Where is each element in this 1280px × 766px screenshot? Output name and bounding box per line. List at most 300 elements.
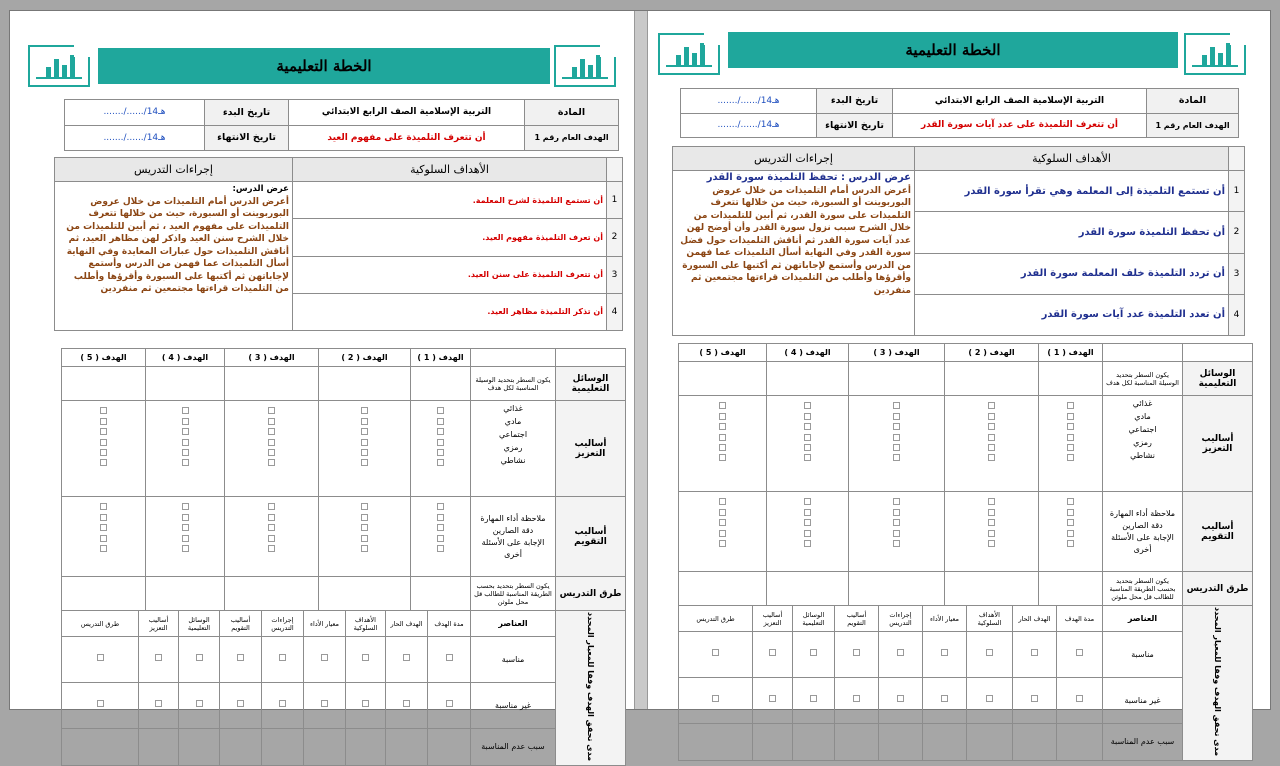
checkbox[interactable] (437, 545, 444, 552)
checkbox[interactable] (1067, 530, 1074, 537)
means-cell[interactable] (849, 362, 945, 396)
evaluation-column-header: الوسائل التعليمية (179, 611, 220, 637)
checkbox[interactable] (437, 535, 444, 542)
goal-label: الهدف العام رقم 1 (525, 125, 619, 151)
eval-cell (346, 682, 386, 728)
checkbox[interactable] (1067, 540, 1074, 547)
checkbox[interactable] (321, 654, 328, 661)
checkbox[interactable] (268, 545, 275, 552)
checkbox[interactable] (279, 700, 286, 707)
eval-cell[interactable] (879, 723, 923, 760)
option-label: ملاحظة أداء المهارة (480, 513, 546, 523)
evaluation-column-header: إجراءات التدريس (879, 606, 923, 632)
checkbox[interactable] (268, 459, 275, 466)
checkbox[interactable] (988, 413, 995, 420)
row-label-means: الوسائل التعليمية (556, 367, 626, 401)
checkbox[interactable] (182, 545, 189, 552)
checkbox[interactable] (361, 428, 368, 435)
checkbox[interactable] (893, 498, 900, 505)
checkbox-column (411, 497, 471, 577)
methods-cell[interactable] (225, 577, 319, 611)
checkbox[interactable] (437, 428, 444, 435)
objective-text: أن تحفظ التلميذة سورة القدر (915, 212, 1229, 253)
checkbox[interactable] (100, 524, 107, 531)
checkbox[interactable] (804, 444, 811, 451)
eval-cell (346, 637, 386, 683)
option-label: دقة الصارين (1122, 520, 1163, 530)
checkbox[interactable] (437, 449, 444, 456)
evaluation-column-header: أساليب التعزيز (753, 606, 793, 632)
eval-cell[interactable] (835, 723, 879, 760)
option-label: الإجابة على الأسئلة (481, 537, 545, 547)
checkbox[interactable] (403, 700, 410, 707)
checkbox[interactable] (437, 524, 444, 531)
checkbox[interactable] (1067, 454, 1074, 461)
checkbox[interactable] (100, 545, 107, 552)
checkbox[interactable] (437, 459, 444, 466)
checkbox[interactable] (893, 413, 900, 420)
checkbox[interactable] (361, 535, 368, 542)
checkbox[interactable] (988, 444, 995, 451)
eval-cell (428, 682, 471, 728)
checkbox[interactable] (182, 459, 189, 466)
option-label: رمزي (1133, 438, 1152, 447)
checkbox[interactable] (361, 545, 368, 552)
eval-cell[interactable] (62, 728, 139, 765)
checkbox[interactable] (804, 454, 811, 461)
procedures-header: إجراءات التدريس (55, 158, 293, 182)
checkbox[interactable] (893, 509, 900, 516)
checkbox[interactable] (719, 519, 726, 526)
means-cell[interactable] (1039, 362, 1103, 396)
methods-cell[interactable] (767, 572, 849, 606)
checkbox[interactable] (268, 524, 275, 531)
evaluation-row-label: غير مناسبة (1103, 677, 1183, 723)
checkbox[interactable] (712, 649, 719, 656)
eval-cell (923, 677, 967, 723)
eval-cell (386, 682, 428, 728)
evaluation-row-label: العناصر (1103, 606, 1183, 632)
objectives-header: الأهداف السلوكية (915, 147, 1229, 171)
checkbox[interactable] (437, 503, 444, 510)
checkbox[interactable] (719, 402, 726, 409)
checkbox[interactable] (719, 540, 726, 547)
checkbox-column (849, 492, 945, 572)
evaluation-column-header: الأهداف السلوكية (967, 606, 1013, 632)
means-cell[interactable] (945, 362, 1039, 396)
checkbox[interactable] (437, 514, 444, 521)
checkbox[interactable] (988, 402, 995, 409)
checkbox[interactable] (988, 519, 995, 526)
goal-column-header: الهدف ( 2 ) (945, 344, 1039, 362)
checkbox[interactable] (719, 434, 726, 441)
option-label: أخرى (504, 549, 522, 559)
blank-cell (607, 158, 623, 182)
means-hint: يكون السطر بتحديد الوسيلة المناسبة لكل هدف (471, 367, 556, 401)
checkbox[interactable] (719, 509, 726, 516)
checkbox[interactable] (196, 654, 203, 661)
checkbox[interactable] (1067, 402, 1074, 409)
methods-hint: يكون السطر بتحديد بحسب الطريقة المناسبة للطالب قل محل ملوثن (471, 577, 556, 611)
checkbox[interactable] (893, 444, 900, 451)
evaluation-column-header: مدة الهدف (428, 611, 471, 637)
eval-cell[interactable] (220, 728, 262, 765)
checkbox[interactable] (182, 407, 189, 414)
checkbox[interactable] (1067, 509, 1074, 516)
checkbox[interactable] (1067, 444, 1074, 451)
eval-cell[interactable] (428, 728, 471, 765)
checkbox-column (225, 497, 319, 577)
checkbox[interactable] (100, 418, 107, 425)
checkbox[interactable] (155, 654, 162, 661)
checkbox[interactable] (988, 540, 995, 547)
checkbox[interactable] (804, 519, 811, 526)
means-cell[interactable] (679, 362, 767, 396)
checkbox-column (1039, 396, 1103, 492)
checkbox[interactable] (941, 695, 948, 702)
checkbox[interactable] (279, 654, 286, 661)
checkbox[interactable] (769, 695, 776, 702)
checkbox[interactable] (719, 423, 726, 430)
checkbox[interactable] (986, 695, 993, 702)
goal-column-header: الهدف ( 4 ) (767, 344, 849, 362)
methods-cell[interactable] (849, 572, 945, 606)
reinforcement-options (471, 401, 556, 497)
checkbox[interactable] (804, 509, 811, 516)
assessment-options (471, 497, 556, 577)
eval-cell[interactable] (753, 723, 793, 760)
checkbox[interactable] (804, 540, 811, 547)
checkbox[interactable] (437, 439, 444, 446)
eval-cell (428, 637, 471, 683)
checkbox-column (146, 497, 225, 577)
eval-cell (304, 682, 346, 728)
eval-cell[interactable] (967, 723, 1013, 760)
eval-cell (304, 637, 346, 683)
checkbox-column (319, 401, 411, 497)
checkbox[interactable] (804, 530, 811, 537)
checkbox[interactable] (1031, 695, 1038, 702)
end-date-label: تاريخ الانتهاء (205, 125, 289, 151)
checkbox[interactable] (893, 434, 900, 441)
checkbox[interactable] (182, 428, 189, 435)
end-date-value[interactable]: ......./....../14هـ (681, 113, 817, 138)
eval-cell (967, 677, 1013, 723)
means-cell[interactable] (411, 367, 471, 401)
objective-number: 3 (607, 256, 623, 293)
methods-cell[interactable] (411, 577, 471, 611)
checkbox[interactable] (810, 649, 817, 656)
eval-cell[interactable] (1013, 723, 1057, 760)
option-label: أخرى (1133, 544, 1152, 554)
checkbox[interactable] (361, 407, 368, 414)
checkbox[interactable] (804, 498, 811, 505)
means-cell[interactable] (319, 367, 411, 401)
checkbox[interactable] (182, 449, 189, 456)
evaluation-side-text: مدى تحقق الهدف وفقا للمعيار المحدد (1213, 607, 1222, 757)
eval-cell[interactable] (262, 728, 304, 765)
checkbox[interactable] (182, 503, 189, 510)
checkbox[interactable] (362, 700, 369, 707)
evaluation-column-header: معيار الأداء (304, 611, 346, 637)
checkbox[interactable] (237, 654, 244, 661)
checkbox[interactable] (437, 418, 444, 425)
end-date-label: تاريخ الانتهاء (817, 113, 893, 138)
methods-cell[interactable] (945, 572, 1039, 606)
checkbox[interactable] (1067, 519, 1074, 526)
checkbox[interactable] (100, 535, 107, 542)
eval-cell (835, 632, 879, 678)
checkbox[interactable] (893, 519, 900, 526)
checkbox[interactable] (1076, 649, 1083, 656)
methods-cell[interactable] (62, 577, 146, 611)
right-plan-page (656, 11, 1256, 757)
checkbox[interactable] (804, 434, 811, 441)
checkbox[interactable] (196, 700, 203, 707)
checkbox[interactable] (100, 449, 107, 456)
checkbox[interactable] (321, 700, 328, 707)
checkbox[interactable] (237, 700, 244, 707)
checkbox[interactable] (719, 413, 726, 420)
eval-cell (1013, 677, 1057, 723)
start-date-label: تاريخ البدء (205, 100, 289, 126)
procedure-title: عرض الدرس: (232, 184, 289, 194)
means-cell[interactable] (767, 362, 849, 396)
eval-cell (967, 632, 1013, 678)
eval-cell[interactable] (386, 728, 428, 765)
objective-number: 4 (1229, 294, 1245, 335)
checkbox[interactable] (893, 402, 900, 409)
checkbox[interactable] (988, 423, 995, 430)
checkbox[interactable] (988, 498, 995, 505)
checkbox[interactable] (446, 654, 453, 661)
methods-cell[interactable] (146, 577, 225, 611)
eval-cell[interactable] (179, 728, 220, 765)
procedure-title: عرض الدرس : تحفظ التلميذة سورة القدر (706, 172, 911, 183)
checkbox[interactable] (97, 700, 104, 707)
methods-cell[interactable] (1039, 572, 1103, 606)
checkbox[interactable] (988, 509, 995, 516)
objective-number: 4 (607, 293, 623, 330)
option-label: مادي (504, 417, 522, 426)
checkbox[interactable] (986, 649, 993, 656)
checkbox[interactable] (268, 503, 275, 510)
eval-cell[interactable] (793, 723, 835, 760)
option-label: دقة الصارين (492, 525, 534, 535)
goal-value: أن تتعرف التلميذة على عدد آيات سورة القدر (893, 113, 1147, 138)
checkbox[interactable] (988, 434, 995, 441)
eval-cell (179, 682, 220, 728)
checkbox[interactable] (1067, 413, 1074, 420)
goal-column-header: الهدف ( 4 ) (146, 349, 225, 367)
checkbox[interactable] (1067, 423, 1074, 430)
eval-cell (179, 637, 220, 683)
eval-cell[interactable] (346, 728, 386, 765)
chart-logo-icon (28, 45, 90, 87)
checkbox[interactable] (361, 439, 368, 446)
eval-cell (386, 637, 428, 683)
evaluation-row-label: مناسبة (1103, 632, 1183, 678)
checkbox[interactable] (182, 514, 189, 521)
checkbox[interactable] (712, 695, 719, 702)
start-date-label: تاريخ البدء (817, 89, 893, 114)
checkbox[interactable] (268, 535, 275, 542)
checkbox[interactable] (897, 695, 904, 702)
goal-column-header: الهدف ( 5 ) (679, 344, 767, 362)
checkbox[interactable] (182, 535, 189, 542)
checkbox[interactable] (100, 439, 107, 446)
eval-cell (1057, 677, 1103, 723)
plan-header-table (64, 99, 619, 151)
eval-cell (1013, 632, 1057, 678)
evaluation-column-header: طرق التدريس (62, 611, 139, 637)
checkbox[interactable] (403, 654, 410, 661)
checkbox[interactable] (361, 449, 368, 456)
checkbox[interactable] (988, 530, 995, 537)
checkbox[interactable] (1067, 498, 1074, 505)
checkbox[interactable] (361, 418, 368, 425)
objective-number: 3 (1229, 253, 1245, 294)
checkbox[interactable] (1031, 649, 1038, 656)
page-title (98, 48, 550, 84)
eval-cell[interactable] (1057, 723, 1103, 760)
objective-text: أن تردد التلميذة خلف المعلمة سورة القدر (915, 253, 1229, 294)
checkbox[interactable] (268, 449, 275, 456)
checkbox[interactable] (719, 530, 726, 537)
goal-column-header: الهدف ( 1 ) (411, 349, 471, 367)
evaluation-column-header: أساليب التقويم (220, 611, 262, 637)
document-frame (9, 10, 1271, 762)
evaluation-column-header: الهدف الحار (1013, 606, 1057, 632)
checkbox[interactable] (804, 423, 811, 430)
page-title-text: الخطة التعليمية (905, 41, 1001, 59)
checkbox[interactable] (100, 407, 107, 414)
eval-cell[interactable] (304, 728, 346, 765)
checkbox[interactable] (361, 514, 368, 521)
means-cell[interactable] (146, 367, 225, 401)
objective-text: أن تعدد التلميذة عدد آيات سورة القدر (915, 294, 1229, 335)
eval-cell (262, 682, 304, 728)
checkbox[interactable] (446, 700, 453, 707)
checkbox[interactable] (893, 454, 900, 461)
checkbox[interactable] (361, 503, 368, 510)
evaluation-row-label: مناسبة (471, 637, 556, 683)
blank-cell (471, 349, 556, 367)
option-label: ملاحظة أداء المهارة (1109, 508, 1176, 518)
checkbox[interactable] (1067, 434, 1074, 441)
eval-cell (923, 632, 967, 678)
checkbox-column (679, 396, 767, 492)
checkbox[interactable] (182, 524, 189, 531)
checkbox[interactable] (853, 695, 860, 702)
checkbox[interactable] (804, 413, 811, 420)
means-cell[interactable] (225, 367, 319, 401)
procedure-text: أعرض الدرس أمام التلميذات من خلال عروض البوربوينت أو السبورة، حيث من خلالها تتعرف التلميذات على مفهوم العيد ، ثم أبين للتلميذات من خلال الشرح سنن العيد واذكر لهن مظاهر العيد، ثم أناقش التلميذات حول عبارات المعايدة وفي النهاية أسأل التلميذات عما فهمن من الدرس وأستمع لإجاباتهن ثم أكتبها على السبورة وأقرؤها وأطلب من التلميذات قراءتها مجتمعين ثم منفردين (66, 196, 289, 294)
blank-cell (1229, 147, 1245, 171)
goal-column-header: الهدف ( 2 ) (319, 349, 411, 367)
blank-cell (1183, 344, 1253, 362)
blank-cell (556, 349, 626, 367)
evaluation-side-label (556, 611, 626, 766)
checkbox[interactable] (437, 407, 444, 414)
checkbox[interactable] (893, 530, 900, 537)
checkbox[interactable] (719, 498, 726, 505)
eval-cell (220, 682, 262, 728)
page-title-text: الخطة التعليمية (276, 57, 372, 75)
evaluation-side-text: مدى تحقق الهدف وفقا للمعيار المحدد (586, 612, 595, 762)
checkbox[interactable] (100, 514, 107, 521)
checkbox[interactable] (810, 695, 817, 702)
eval-cell (679, 677, 753, 723)
checkbox[interactable] (182, 439, 189, 446)
checkbox[interactable] (941, 649, 948, 656)
methods-hint: يكون السطر بتحديد بحسب الطريقة المناسبة للطالب قل محل ملوثن (1103, 572, 1183, 606)
methods-cell[interactable] (679, 572, 767, 606)
checkbox[interactable] (362, 654, 369, 661)
evaluation-row-label: سبب عدم المناسبة (471, 728, 556, 765)
checkbox[interactable] (361, 459, 368, 466)
start-date-value[interactable]: ......./....../14هـ (681, 89, 817, 114)
checkbox[interactable] (804, 402, 811, 409)
evaluation-column-header: الهدف الحار (386, 611, 428, 637)
checkbox[interactable] (1076, 695, 1083, 702)
procedure-cell (55, 182, 293, 331)
row-label-methods: طرق التدريس (556, 577, 626, 611)
checkbox-column (225, 401, 319, 497)
checkbox[interactable] (155, 700, 162, 707)
means-cell[interactable] (62, 367, 146, 401)
checkbox[interactable] (268, 439, 275, 446)
checkbox[interactable] (893, 540, 900, 547)
checkbox[interactable] (100, 428, 107, 435)
checkbox[interactable] (719, 444, 726, 451)
eval-cell (1057, 632, 1103, 678)
checkbox[interactable] (719, 454, 726, 461)
checkbox[interactable] (268, 407, 275, 414)
checkbox[interactable] (853, 649, 860, 656)
checkbox[interactable] (897, 649, 904, 656)
checkbox[interactable] (361, 524, 368, 531)
checkbox[interactable] (268, 514, 275, 521)
objective-number: 2 (607, 219, 623, 256)
checkbox[interactable] (182, 418, 189, 425)
row-label-assessment: أساليب التقويم (556, 497, 626, 577)
start-date-value[interactable]: ......./....../14هـ (65, 100, 205, 126)
eval-cell (62, 637, 139, 683)
end-date-value[interactable]: ......./....../14هـ (65, 125, 205, 151)
checkbox[interactable] (893, 423, 900, 430)
evaluation-row-label: سبب عدم المناسبة (1103, 723, 1183, 760)
subject-label: المادة (525, 100, 619, 126)
methods-cell[interactable] (319, 577, 411, 611)
checkbox[interactable] (100, 459, 107, 466)
objectives-header: الأهداف السلوكية (293, 158, 607, 182)
chart-logo-icon (554, 45, 616, 87)
checkbox[interactable] (97, 654, 104, 661)
checkbox[interactable] (268, 428, 275, 435)
option-label: رمزي (503, 443, 523, 452)
checkbox[interactable] (769, 649, 776, 656)
checkbox[interactable] (988, 454, 995, 461)
eval-cell[interactable] (923, 723, 967, 760)
checkbox-column (679, 492, 767, 572)
eval-cell[interactable] (139, 728, 179, 765)
objectives-procedures-table (672, 146, 1245, 336)
blank-cell (1103, 344, 1183, 362)
eval-cell[interactable] (679, 723, 753, 760)
checkbox[interactable] (100, 503, 107, 510)
checkbox[interactable] (268, 418, 275, 425)
